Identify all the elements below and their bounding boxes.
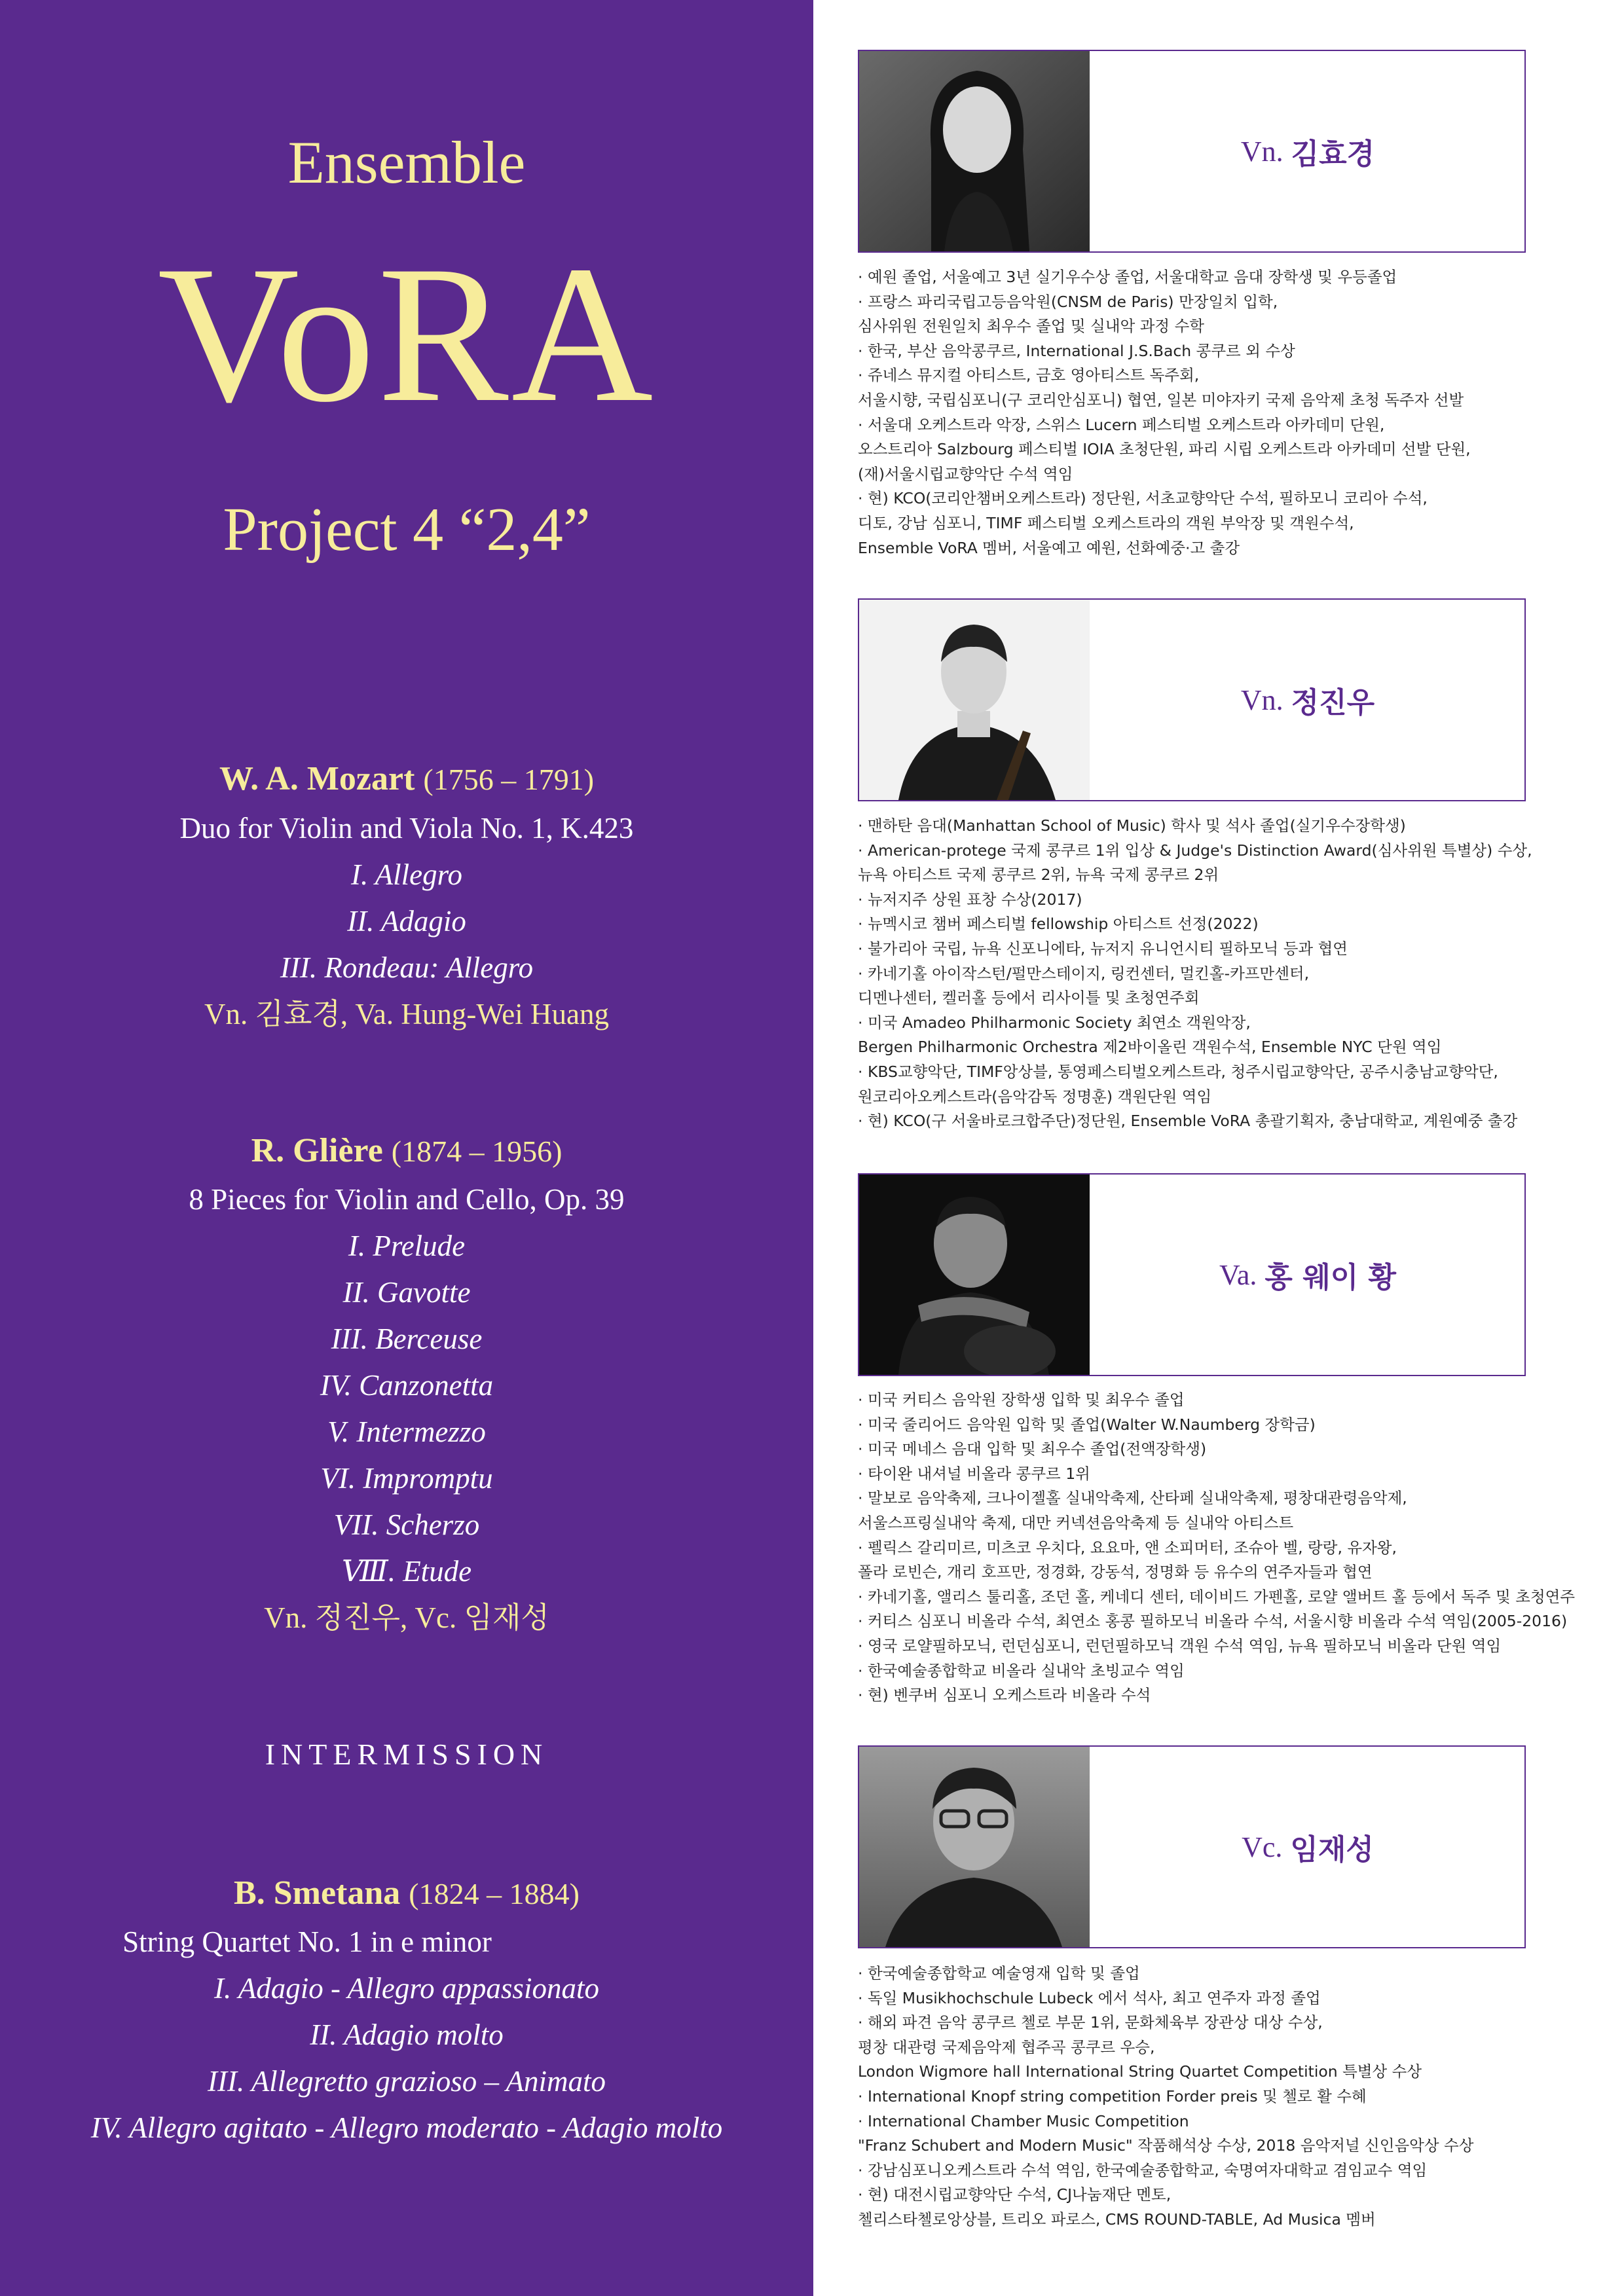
bio-line: 서울시향, 국립심포니(구 코리안심포니) 협연, 일본 미야자키 국제 음악제 초청 독주자 선발: [858, 390, 1464, 409]
bio-line: · American-protege 국제 콩쿠르 1위 입상 & Judge's Distinction Award(심사위원 특별상) 수상,: [858, 841, 1532, 860]
movement: V. Intermezzo: [327, 1415, 486, 1448]
bio-line: 뉴욕 아티스트 국제 콩쿠르 2위, 뉴욕 국제 콩쿠르 2위: [858, 866, 1219, 884]
bio-line: 심사위원 전원일치 최우수 졸업 및 실내악 과정 수학: [858, 317, 1205, 336]
vora-title: VoRA: [157, 225, 656, 443]
bio-line: 원코리아오케스트라(음악감독 정명훈) 객원단원 역임: [858, 1087, 1212, 1106]
movement: VI. Impromptu: [320, 1462, 493, 1495]
bio-line: · 뉴저지주 상원 표창 수상(2017): [858, 890, 1082, 909]
artist-card-lim-jae-sung: [858, 1745, 1526, 1948]
bio-line: · 프랑스 파리국립고등음악원(CNSM de Paris) 만장일치 입학,: [858, 292, 1278, 311]
bio-line: · 맨하탄 음대(Manhattan School of Music) 학사 및 석사 졸업(실기우수장학생): [858, 816, 1406, 835]
bio-line: · 현) 벤쿠버 심포니 오케스트라 비올라 수석: [858, 1686, 1151, 1705]
artist-bio: [858, 814, 1598, 1134]
bio-line: · 카네기홀, 앨리스 툴리홀, 조던 홀, 케네디 센터, 데이비드 가펜홀, 로얄 앨버트 홀 등에서 독주 및 초청연주: [858, 1587, 1576, 1606]
bio-line: · 서울대 오케스트라 악장, 스위스 Lucern 페스티벌 오케스트라 아카데미 단원,: [858, 415, 1385, 434]
intermission-label: INTERMISSION: [265, 1738, 549, 1771]
bio-line: · 말보로 음악축제, 크나이젤홀 실내악축제, 산타페 실내악축제, 평창대관령음악제,: [858, 1489, 1407, 1508]
bio-line: · 독일 Musikhochschule Lubeck 에서 석사, 최고 연주자 과정 졸업: [858, 1988, 1321, 2007]
artist-name: Va. 홍 웨이 황: [1219, 1258, 1397, 1294]
artist-bio: [858, 1961, 1598, 2232]
artist-photo: [859, 1747, 1090, 1947]
bio-line: · 미국 메네스 음대 입학 및 최우수 졸업(전액장학생): [858, 1440, 1207, 1459]
bio-line: · 불가리아 국립, 뉴욕 신포니에타, 뉴저지 유니언시티 필하모닉 등과 협연: [858, 939, 1348, 958]
composer-mozart: W. A. Mozart (1756 – 1791): [219, 760, 595, 797]
movement: VII. Scherzo: [333, 1508, 480, 1541]
bio-line: Ensemble VoRA 멤버, 서울예고 예원, 선화예중·고 출강: [858, 538, 1240, 557]
work-gliere: 8 Pieces for Violin and Cello, Op. 39: [189, 1183, 625, 1216]
bio-line: 디멘나센터, 켈러홀 등에서 리사이틀 및 초청연주회: [858, 989, 1200, 1008]
project-title: Project 4 “2,4”: [223, 496, 591, 564]
bio-line: · 커티스 심포니 비올라 수석, 최연소 홍콩 필하모닉 비올라 수석, 서울시향 비올라 수석 역임(2005-2016): [858, 1612, 1568, 1631]
bio-line: · 카네기홀 아이작스턴/펄만스테이지, 링컨센터, 멀킨홀-카프만센터,: [858, 964, 1310, 983]
bio-line: · 현) KCO(코리안챔버오케스트라) 정단원, 서초교향악단 수석, 필하모니 코리아 수석,: [858, 489, 1428, 508]
movement: I. Adagio - Allegro appassionato: [214, 1972, 599, 2005]
bio-line: · 강남심포니오케스트라 수석 역임, 한국예술종합학교, 숙명여자대학교 겸임교수 역임: [858, 2160, 1428, 2179]
performers-mozart: Vn. 김효경, Va. Hung-Wei Huang: [204, 998, 609, 1030]
bio-line: (재)서울시립교향악단 수석 역임: [858, 464, 1073, 483]
bio-line: · 미국 Amadeo Philharmonic Society 최연소 객원악장,: [858, 1013, 1251, 1032]
bio-line: 평창 대관령 국제음악제 협주곡 콩쿠르 우승,: [858, 2037, 1155, 2056]
artist-name: Vn. 김효경: [1240, 135, 1375, 171]
movement: III. Allegretto grazioso – Animato: [208, 2065, 606, 2098]
bio-line: 오스트리아 Salzbourg 페스티벌 IOIA 초청단원, 파리 시립 오케스트라 아카데미 선발 단원,: [858, 440, 1471, 459]
movement: III. Rondeau: Allegro: [280, 951, 534, 984]
bio-line: · KBS교향악단, TIMF앙상블, 통영페스티벌오케스트라, 청주시립교향악단, 공주시충남교향악단,: [858, 1062, 1498, 1081]
movement: I. Prelude: [348, 1230, 466, 1262]
movement: IV. Allegro agitato - Allegro moderato - Adagio molto: [90, 2111, 723, 2144]
artist-card-kim-hyo-kyung: [858, 50, 1526, 253]
bio-line: · 펠릭스 갈리미르, 미츠코 우치다, 요요마, 앤 소피머터, 조슈아 벨, 랑랑, 유자왕,: [858, 1538, 1397, 1557]
bio-line: · 타이완 내셔널 비올라 콩쿠르 1위: [858, 1464, 1090, 1483]
work-smetana: String Quartet No. 1 in e minor: [122, 1925, 492, 1958]
ensemble-label: Ensemble: [287, 129, 526, 196]
bio-line: Bergen Philharmonic Orchestra 제2바이올린 객원수석, Ensemble NYC 단원 역임: [858, 1038, 1442, 1057]
artist-bio: [858, 1388, 1598, 1708]
bio-line: · 현) 대전시립교향악단 수석, CJ나눔재단 멘토,: [858, 2185, 1172, 2204]
artist-photo: [859, 51, 1090, 251]
movement: II. Adagio molto: [310, 2018, 504, 2051]
movement: II. Gavotte: [342, 1276, 471, 1309]
bio-line: · 쥬네스 뮤지컬 아티스트, 금호 영아티스트 독주회,: [858, 366, 1200, 385]
artist-photo: [859, 1175, 1090, 1375]
artist-card-jung-jin-woo: [858, 598, 1526, 801]
bio-line: · 예원 졸업, 서울예고 3년 실기우수상 졸업, 서울대학교 음대 장학생 및 우등졸업: [858, 268, 1397, 286]
bio-line: · 한국, 부산 음악콩쿠르, International J.S.Bach 콩쿠르 외 수상: [858, 341, 1295, 360]
bio-line: · 해외 파견 음악 콩쿠르 첼로 부문 1위, 문화체육부 장관상 대상 수상,: [858, 2013, 1323, 2032]
bio-line: · 뉴멕시코 챔버 페스티벌 fellowship 아티스트 선정(2022): [858, 915, 1259, 934]
bio-line: · 영국 로얄필하모닉, 런던심포니, 런던필하모닉 객원 수석 역임, 뉴욕 필하모닉 비올라 단원 역임: [858, 1636, 1502, 1655]
bio-line: 서울스프링실내악 축제, 대만 커넥션음악축제 등 실내악 아티스트: [858, 1513, 1294, 1532]
composer-gliere: R. Glière (1874 – 1956): [251, 1132, 563, 1169]
movement: I. Allegro: [351, 858, 462, 891]
artist-card-hung-wei-huang: [858, 1173, 1526, 1376]
bio-line: · 미국 커티스 음악원 장학생 입학 및 최우수 졸업: [858, 1391, 1185, 1409]
artist-bio: [858, 265, 1598, 560]
performers-gliere: Vn. 정진우, Vc. 임재성: [264, 1601, 549, 1634]
bio-line: · 한국예술종합학교 비올라 실내악 초빙교수 역임: [858, 1661, 1185, 1680]
bio-line: "Franz Schubert and Modern Music" 작품해석상 수상, 2018 음악저널 신인음악상 수상: [858, 2136, 1474, 2155]
movement: III. Berceuse: [331, 1322, 483, 1355]
artist-name: Vn. 정진우: [1240, 683, 1375, 720]
work-mozart: Duo for Violin and Viola No. 1, K.423: [179, 812, 634, 845]
movement: II. Adagio: [347, 905, 466, 938]
bio-line: · International Knopf string competition Forder preis 및 첼로 활 수혜: [858, 2086, 1367, 2105]
bio-line: London Wigmore hall International String Quartet Competition 특별상 수상: [858, 2062, 1422, 2081]
bio-line: · 현) KCO(구 서울바로크합주단)정단원, Ensemble VoRA 총괄기획자, 충남대학교, 계원예중 출강: [858, 1112, 1518, 1131]
bio-line: · 미국 줄리어드 음악원 입학 및 졸업(Walter W.Naumberg 장학금): [858, 1415, 1316, 1434]
bio-line: 첼리스타첼로앙상블, 트리오 파로스, CMS ROUND-TABLE, Ad Musica 멤버: [858, 2210, 1376, 2229]
composer-smetana: B. Smetana (1824 – 1884): [234, 1874, 580, 1912]
bio-line: 폴라 로빈슨, 개리 호프만, 정경화, 강동석, 정명화 등 유수의 연주자들과 협연: [858, 1563, 1373, 1582]
bio-line: · International Chamber Music Competition: [858, 2111, 1189, 2130]
movement: Ⅷ. Etude: [341, 1555, 472, 1588]
artist-photo: [859, 600, 1090, 800]
bio-line: · 한국예술종합학교 예술영재 입학 및 졸업: [858, 1964, 1140, 1982]
bio-line: 디토, 강남 심포니, TIMF 페스티벌 오케스트라의 객원 부악장 및 객원수석,: [858, 513, 1354, 532]
artist-name: Vc. 임재성: [1242, 1831, 1374, 1867]
movement: IV. Canzonetta: [320, 1369, 494, 1402]
